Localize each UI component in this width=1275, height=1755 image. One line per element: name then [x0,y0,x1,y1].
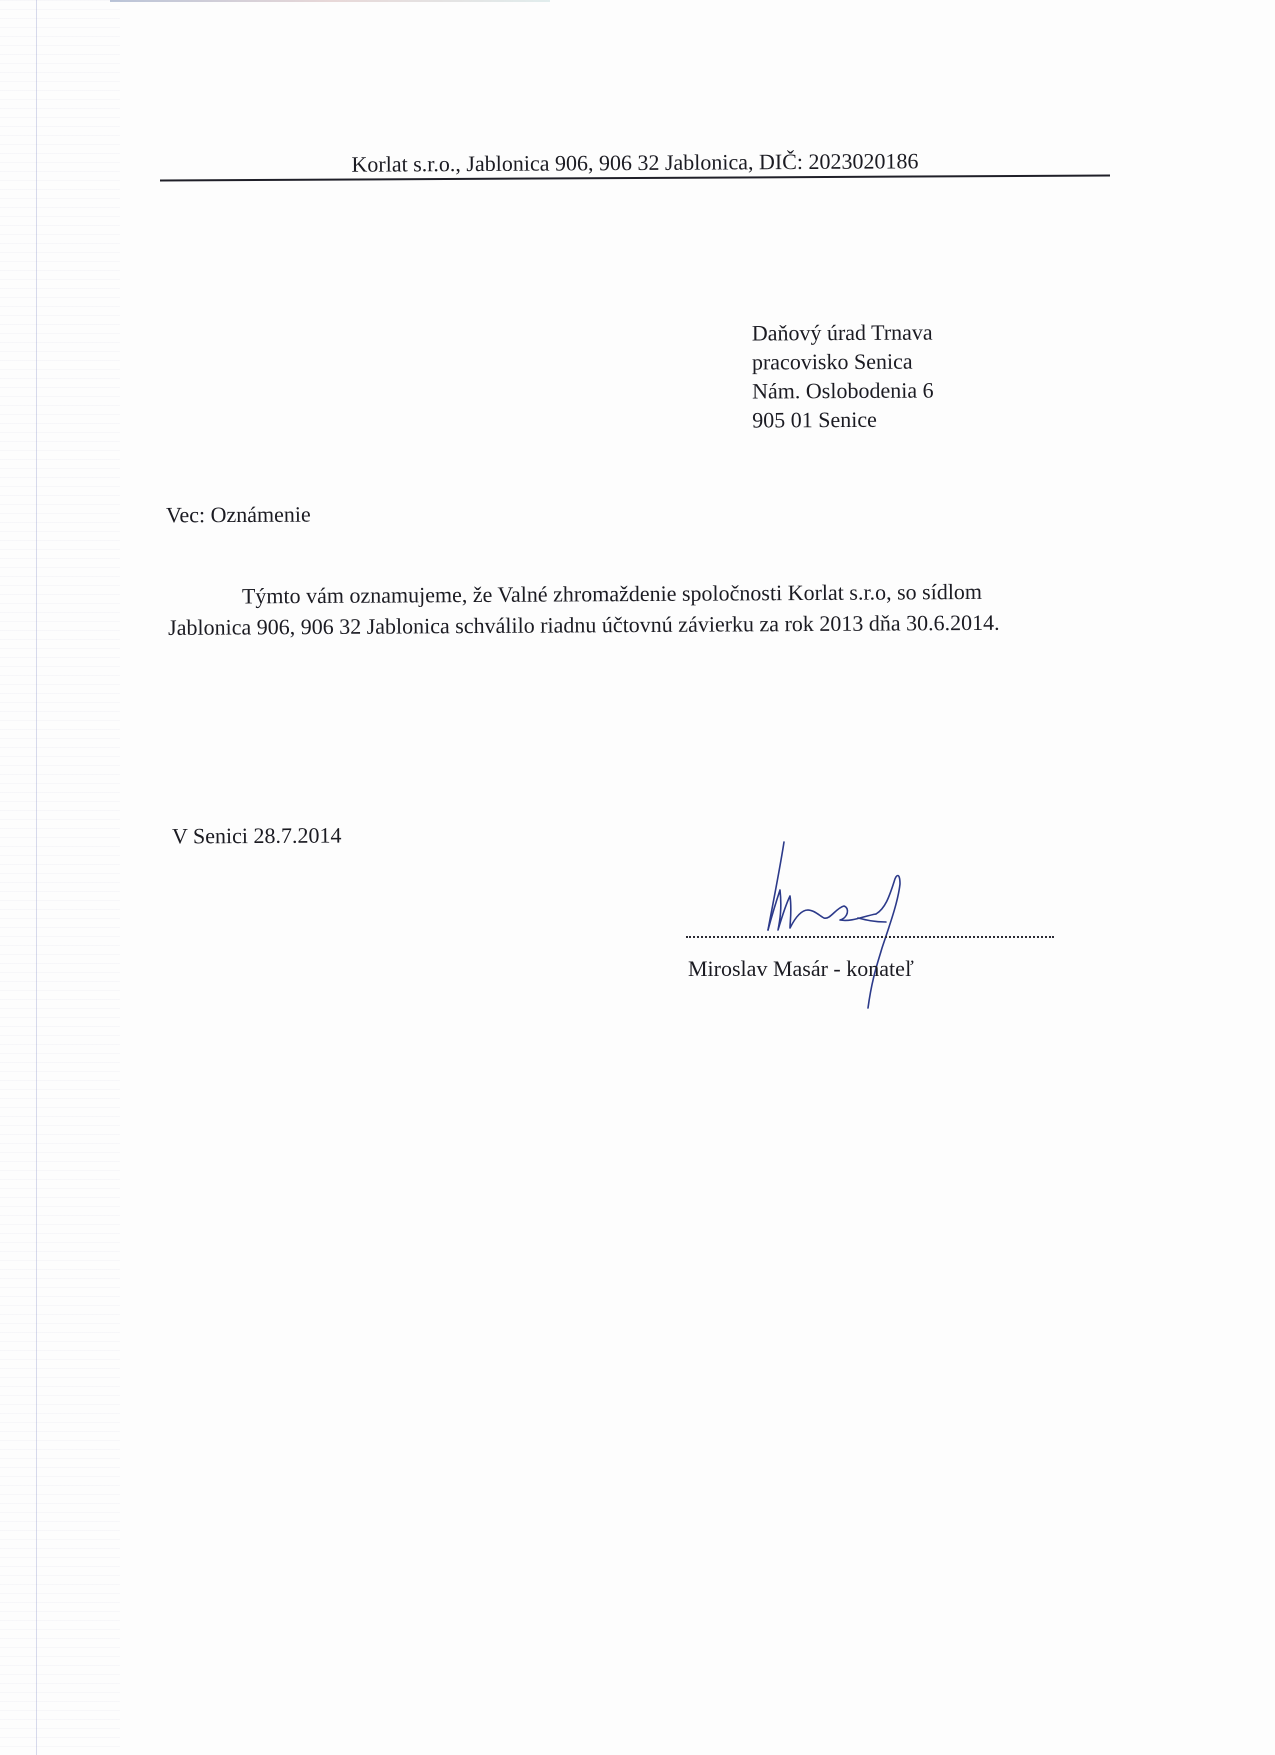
recipient-line: Nám. Oslobodenia 6 [752,377,934,404]
recipient-address [752,318,934,435]
subject-line: Vec: Oznámenie [165,501,311,528]
body-line: Jablonica 906, 906 32 Jablonica schválilo riadnu účtovnú závierku za rok 2013 dňa 30.6.2014. [168,609,1000,640]
letter-body [168,575,1118,643]
scan-artifact-line [36,0,37,1755]
signature-line [686,936,1054,938]
scan-artifact-edge [0,0,120,1755]
body-line: Týmto vám oznamujeme, že Valné zhromaždenie spoločnosti Korlat s.r.o, so sídlom [241,578,983,609]
handwritten-signature [740,838,940,1018]
signer-name: Miroslav Masár - konateľ [688,956,914,981]
recipient-line: pracovisko Senica [751,348,913,375]
place-date: V Senici 28.7.2014 [171,822,342,849]
recipient-line: Daňový úrad Trnava [751,319,933,346]
scan-artifact-top [110,0,550,2]
recipient-line: 905 01 Senice [752,406,877,433]
letterhead-company-line: Korlat s.r.o., Jablonica 906, 906 32 Jablonica, DIČ: 2023020186 [351,148,919,177]
